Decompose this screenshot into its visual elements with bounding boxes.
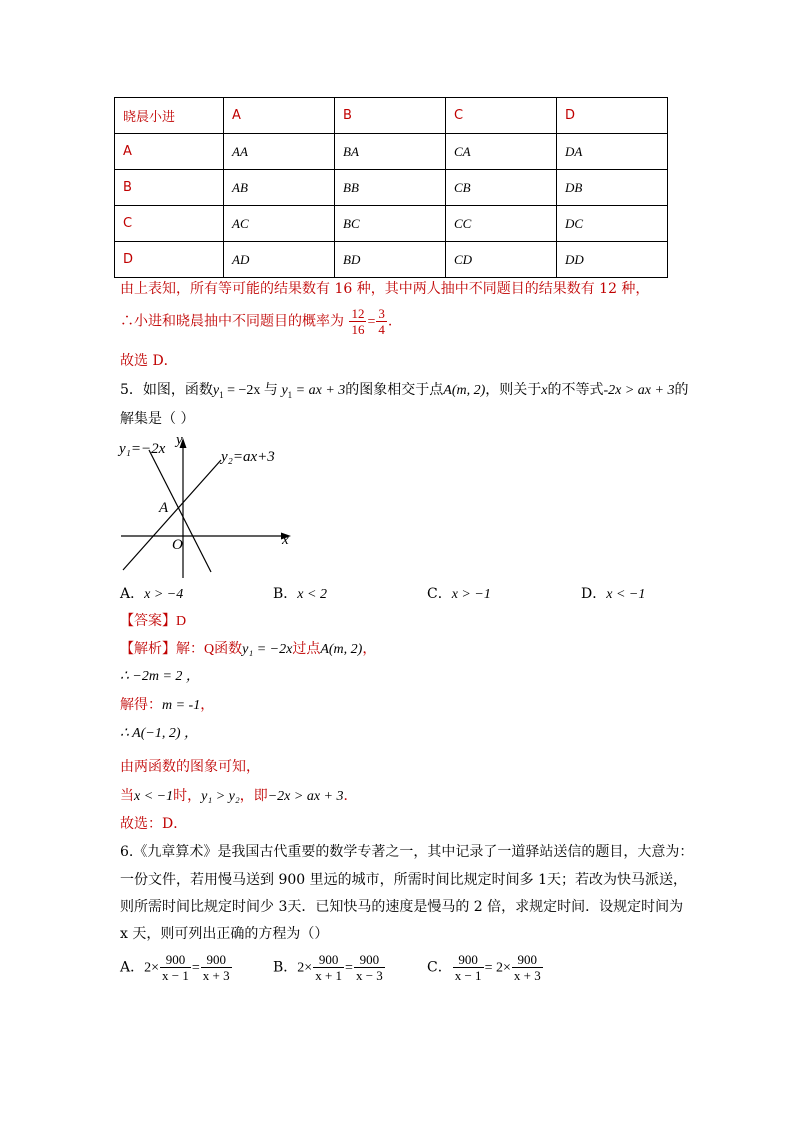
table-cell: BC — [335, 206, 446, 242]
function-graph — [115, 432, 300, 582]
q5-stem-a: 5．如图，函数 — [120, 382, 213, 398]
table-row — [115, 206, 668, 242]
table-cell: AC — [224, 206, 335, 242]
table-cell: BB — [335, 170, 446, 206]
numerator: 900 — [512, 952, 543, 968]
q5-step2: ∴ −2m = 2 ， — [120, 669, 200, 684]
q5-option-c — [427, 585, 491, 604]
option-letter: B． — [273, 586, 298, 602]
line-y2 — [123, 460, 221, 570]
option-expr: x > −4 — [144, 587, 184, 602]
table-cell: C — [446, 98, 557, 134]
option-letter: C． — [427, 586, 452, 602]
variable-x: x — [541, 383, 548, 398]
y2-symbol: y — [281, 383, 288, 398]
table-cell: DD — [557, 242, 668, 278]
q5-stem-b: 的图象相交于点 — [345, 382, 444, 398]
analysis-point: A(m, 2) — [320, 642, 363, 657]
coefficient: 2× — [144, 960, 160, 976]
q5-step6 — [120, 787, 358, 806]
q5-step3 — [120, 696, 214, 715]
table-cell: C — [115, 206, 224, 242]
q4-probability-text: ∴小进和晓晨抽中不同题目的概率为 — [120, 313, 344, 330]
table-cell: BA — [335, 134, 446, 170]
numerator: 900 — [160, 952, 191, 968]
label-y2: y₂=ax+3 — [221, 449, 275, 465]
answer-label: 【答案】 — [120, 613, 176, 629]
table-cell: A — [115, 134, 224, 170]
point-a: A(m, 2) — [443, 383, 486, 398]
numerator: 900 — [354, 952, 385, 968]
q6-option-c — [427, 952, 544, 983]
option-expr: x < −1 — [606, 587, 646, 602]
numerator: 900 — [313, 952, 344, 968]
q5-option-d — [581, 585, 645, 604]
analysis-text: 函数 — [214, 641, 243, 657]
table-cell: 晓晨小进 — [115, 98, 224, 134]
label-x-axis: x — [282, 532, 289, 548]
q5-option-b — [273, 585, 327, 604]
q6-option-b — [273, 952, 386, 983]
q6-stem-line2: 一份文件，若用慢马送到 900 里远的城市，所需时间比规定时间多 1天；若改为快马派送， — [120, 872, 687, 888]
option-expr: x < 2 — [297, 587, 327, 602]
q5-stem-line1 — [120, 381, 688, 404]
y2-subscript: 1 — [287, 389, 293, 400]
table-cell: D — [557, 98, 668, 134]
q5-stem-e: 的 — [674, 382, 689, 398]
table-cell: CB — [446, 170, 557, 206]
analysis-text: ， — [362, 641, 377, 657]
q6-option-a — [120, 952, 233, 983]
step6-text: 当 — [120, 788, 134, 804]
denominator: x + 3 — [202, 968, 230, 983]
outcome-table — [114, 97, 668, 278]
y1-subscript: 1 — [219, 389, 224, 400]
table-header-row — [115, 98, 668, 134]
y1-symbol: y — [212, 383, 220, 398]
option-letter: A． — [120, 586, 145, 602]
fraction — [160, 952, 191, 983]
option-letter: B． — [273, 959, 298, 976]
option-letter: C． — [427, 959, 452, 976]
table-cell: DA — [557, 134, 668, 170]
denominator: x + 1 — [315, 968, 343, 983]
table-cell: CC — [446, 206, 557, 242]
q6-stem-line3: 则所需时间比规定时间少 3天．已知快马的速度是慢马的 2 倍，求规定时间．设规定时间为 — [120, 899, 684, 915]
y2-expression: = ax + 3 — [292, 383, 346, 398]
fraction — [354, 952, 385, 983]
numerator: 900 — [453, 952, 484, 968]
option-letter: A． — [120, 959, 145, 976]
fraction — [313, 952, 344, 983]
numerator: 900 — [201, 952, 232, 968]
period: . — [387, 313, 393, 330]
denominator: x + 3 — [513, 968, 541, 983]
because-symbol: Q — [204, 642, 215, 657]
table-cell: AB — [224, 170, 335, 206]
numerator: 12 — [351, 306, 365, 321]
q5-step5: 由两函数的图象可知， — [120, 759, 260, 775]
label-point-a: A — [159, 500, 169, 516]
step3-label: 解得： — [120, 697, 162, 713]
table-cell: AA — [224, 134, 335, 170]
equals-sign: = — [367, 314, 376, 330]
q5-stem-d: 的不等式 — [547, 382, 604, 398]
equals-coefficient: = 2× — [484, 960, 511, 976]
q5-option-a — [120, 585, 183, 604]
option-expr: x > −1 — [451, 587, 491, 602]
equals-sign: = — [191, 960, 200, 976]
q4-answer: 故选 D． — [120, 353, 178, 369]
q4-result-line: 由上表知，所有等可能的结果数有 16 种，其中两人抽中不同题目的结果数有 12 种， — [120, 281, 650, 297]
table-cell: AD — [224, 242, 335, 278]
fraction-3-4 — [376, 306, 387, 337]
q5-answer — [120, 612, 186, 631]
step3-expr: m = -1 — [162, 698, 201, 713]
table-cell: CD — [446, 242, 557, 278]
equals-sign: = — [345, 960, 353, 976]
table-cell: B — [115, 170, 224, 206]
q5-stem-line2: 解集是（ ） — [120, 411, 195, 427]
q4-probability-line — [120, 306, 392, 337]
analysis-expr: y₁ = −2x — [242, 642, 293, 657]
table-cell: BD — [335, 242, 446, 278]
analysis-start: 解： — [176, 641, 204, 657]
answer-value: D — [176, 614, 187, 629]
q6-stem-line4: x 天，则可列出正确的方程为（） — [120, 926, 329, 942]
step3-tail: ， — [200, 697, 215, 713]
fraction — [453, 952, 484, 983]
table-cell: DB — [557, 170, 668, 206]
y1-expression: = −2x 与 — [223, 383, 282, 398]
step6-text: 时， — [173, 788, 202, 804]
fraction-12-16 — [349, 306, 366, 337]
denominator: x − 3 — [355, 968, 383, 983]
label-y-axis: y — [176, 432, 183, 448]
fraction — [201, 952, 232, 983]
coefficient: 2× — [297, 960, 313, 976]
denominator: 16 — [351, 322, 365, 337]
table-row — [115, 170, 668, 206]
step6-expr: −2x > ax + 3 — [267, 789, 344, 804]
option-letter: D． — [581, 586, 607, 602]
fraction — [512, 952, 543, 983]
q5-conclusion: 故选：D． — [120, 816, 188, 832]
table-cell: DC — [557, 206, 668, 242]
table-cell: CA — [446, 134, 557, 170]
step6-text: ，即 — [239, 788, 268, 804]
analysis-label: 【解析】 — [120, 641, 176, 657]
numerator: 3 — [378, 306, 385, 321]
denominator: 4 — [378, 322, 385, 337]
table-row — [115, 242, 668, 278]
analysis-text: 过点 — [292, 641, 321, 657]
denominator: x − 1 — [162, 968, 189, 983]
table-cell: D — [115, 242, 224, 278]
denominator: x − 1 — [454, 968, 482, 983]
q5-step4: ∴ A(−1, 2) ， — [120, 726, 198, 741]
table-cell: A — [224, 98, 335, 134]
q5-analysis-line1 — [120, 640, 376, 659]
table-cell: B — [335, 98, 446, 134]
inequality: -2x > ax + 3 — [603, 383, 675, 398]
step6-expr: x < −1 — [134, 789, 174, 804]
q6-stem-line1: 6.《九章算术》是我国古代重要的数学专著之一，其中记录了一道驿站送信的题目，大意为： — [120, 844, 694, 860]
table-row — [115, 134, 668, 170]
label-origin: O — [172, 537, 183, 553]
label-y1: y₁=−2x — [119, 441, 166, 457]
step6-expr: y₁ > y₂ — [201, 789, 240, 804]
q5-stem-c: ，则关于 — [485, 382, 542, 398]
step6-text: ． — [343, 788, 358, 804]
